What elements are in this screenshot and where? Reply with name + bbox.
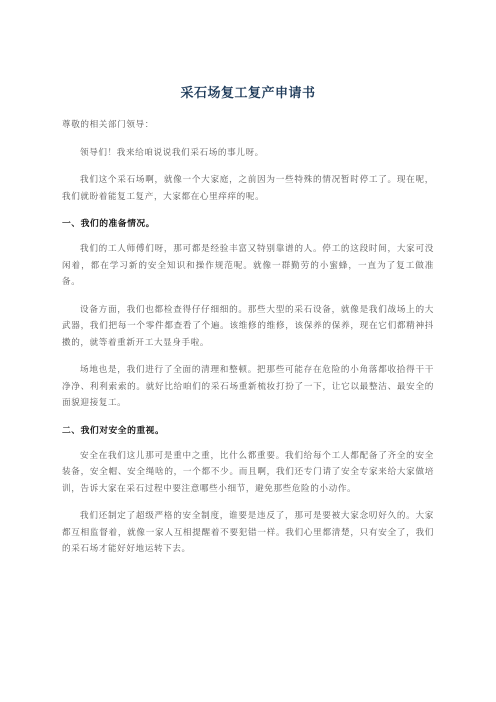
salutation: 尊敬的相关部门领导： bbox=[62, 120, 154, 130]
paragraph-safety-equipment: 安全在我们这儿那可是重中之重，比什么都重要。我们给每个工人都配备了齐全的安全装备，安全帽、安全绳啥的，一个都不少。而且啊，我们还专门请了安全专家来给大家做培训，告诉大家在采石过程中要注意哪些小细节，避免那些危险的小动作。 bbox=[62, 450, 434, 494]
paragraph-safety-rules: 我们还制定了超级严格的安全制度，谁要是违反了，那可是要被大家念叨好久的。大家都互相监督着，就像一家人互相提醒着不要犯错一样。我们心里都清楚，只有安全了，我们的采石场才能好好地运转下去。 bbox=[62, 511, 434, 554]
paragraph-equipment: 设备方面，我们也都检查得仔仔细细的。那些大型的采石设备，就像是我们战场上的大武器，我们把每一个零件都查看了个遍。该维修的维修，该保养的保养，现在它们都精神抖擞的，就等着重新开工大显身手啦。 bbox=[62, 304, 434, 348]
section-heading-preparation: 一、我们的准备情况。 bbox=[62, 219, 155, 229]
document-page bbox=[62, 70, 434, 569]
section-heading-safety: 二、我们对安全的重视。 bbox=[62, 425, 165, 436]
paragraph-site: 场地也是，我们进行了全面的清理和整顿。把那些可能存在危险的小角落都收拾得干干净净、利利索索的。就好比给咱们的采石场重新梳妆打扮了一下，让它以最整洁、最安全的面貌迎接复工。 bbox=[62, 365, 434, 408]
paragraph-intro: 领导们！我来给咱说说我们采石场的事儿呀。 bbox=[80, 147, 264, 158]
paragraph-background: 我们这个采石场啊，就像一个大家庭，之前因为一些特殊的情况暂时停工了。现在呢，我们就盼着能复工复产，大家都在心里痒痒的呢。 bbox=[62, 175, 434, 202]
paragraph-workers: 我们的工人师傅们呀，那可都是经验丰富又特别靠谱的人。停工的这段时间，大家可没闲着，都在学习新的安全知识和操作规范呢。就像一群勤劳的小蜜蜂，一直为了复工做准备。 bbox=[62, 244, 434, 287]
document-title: 采石场复工复产申请书 bbox=[180, 86, 316, 101]
